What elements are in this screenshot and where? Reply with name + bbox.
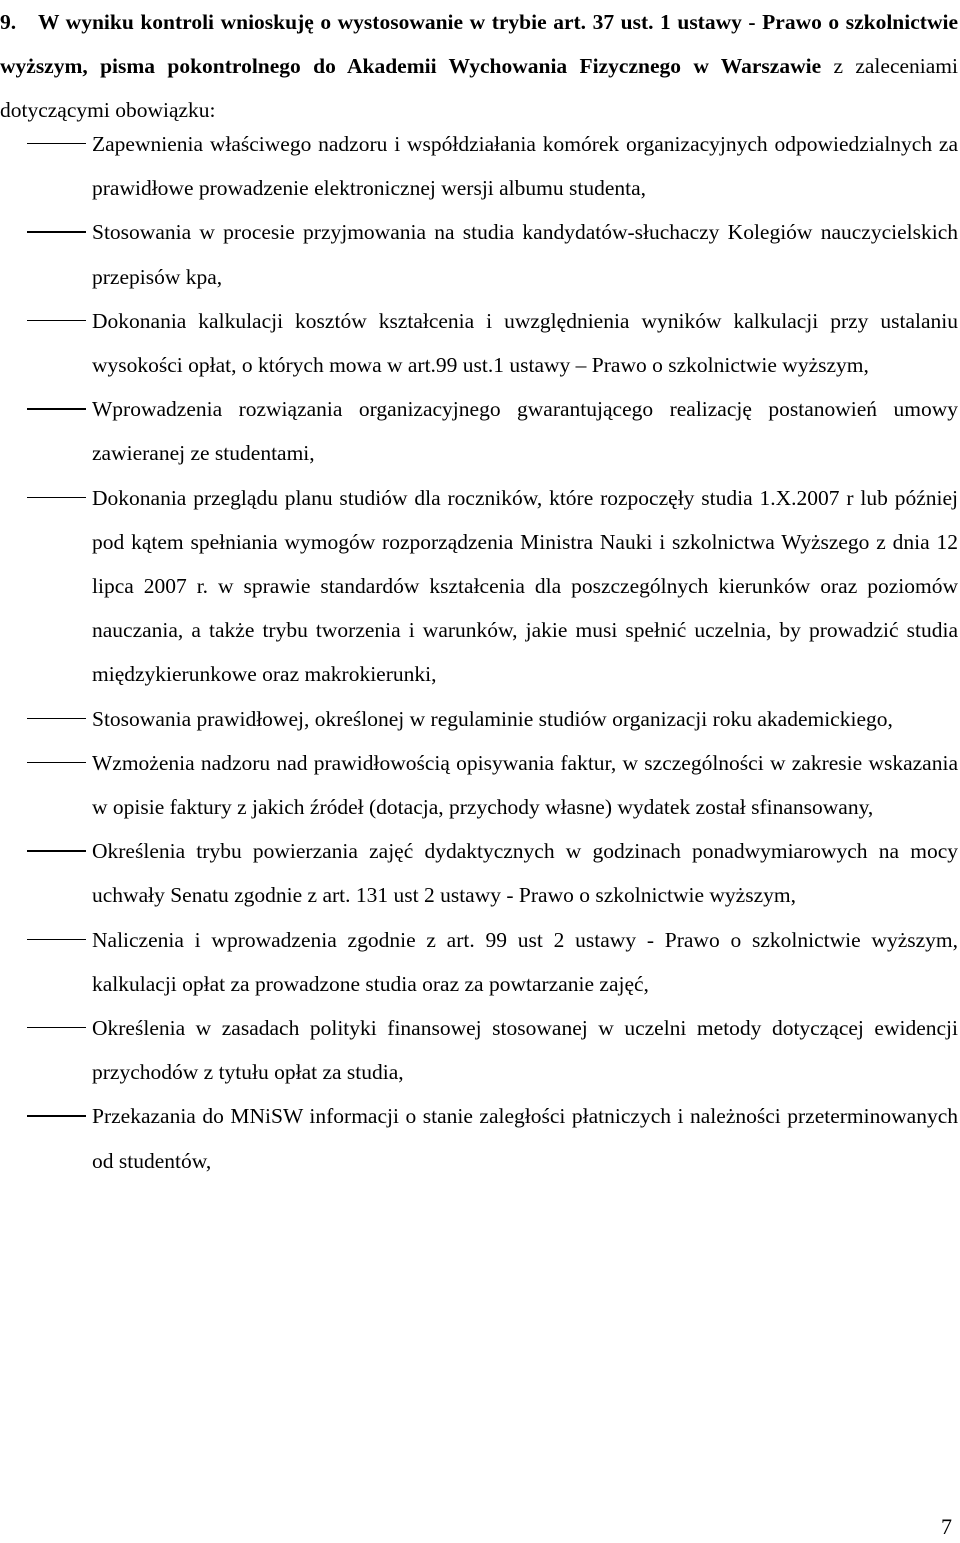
list-item (0, 829, 958, 917)
dash-bullet-icon (27, 143, 86, 144)
list-item (0, 697, 958, 741)
section-number: 9. (0, 10, 17, 34)
list-item (0, 741, 958, 829)
list-item-text: Określenia trybu powierzania zajęć dydaktycznych w godzinach ponadwymiarowych na mocy uchwały Senatu zgodnie z art. 131 ust 2 ustawy - Prawo o szkolnictwie wyższym, (92, 839, 958, 908)
dash-bullet-icon (27, 762, 86, 763)
list-item-text: Dokonania kalkulacji kosztów kształcenia i uwzględnienia wyników kalkulacji przy ustalaniu wysokości opłat, o których mowa w art.99 ust.1 ustawy – Prawo o szkolnictwie wyższym, (92, 308, 958, 378)
list-item-text: Zapewnienia właściwego nadzoru i współdziałania komórek organizacyjnych odpowiedzialnych za prawidłowe prowadzenie elektronicznej wersji albumu studenta, (92, 132, 958, 201)
dash-bullet-icon (27, 320, 86, 321)
dash-bullet-icon (27, 718, 86, 719)
section-intro-rest: z zaleceniami dotyczącymi obowiązku: (0, 54, 958, 123)
list-item (0, 122, 958, 210)
dash-bullet-icon (27, 850, 86, 851)
list-item (0, 476, 958, 697)
list-item-text: Naliczenia i wprowadzenia zgodnie z art. 99 ust 2 ustawy - Prawo o szkolnictwie wyższym, kalkulacji opłat za prowadzone studia oraz za powtarzanie zajęć, (92, 927, 958, 996)
list-item-text: Wzmożenia nadzoru nad prawidłowością opisywania faktur, w szczególności w zakresie wskazania w opisie faktury z jakich źródeł (dotacja, przychody własne) wydatek został sfinansowany, (92, 750, 958, 820)
list-item (0, 918, 958, 1006)
list-item (0, 210, 958, 298)
dash-bullet-icon (27, 497, 86, 498)
list-item (0, 387, 958, 475)
dash-bullet-icon (27, 408, 86, 409)
list-item (0, 299, 958, 387)
list-item-text: Stosowania w procesie przyjmowania na studia kandydatów-słuchaczy Kolegiów nauczycielskich przepisów kpa, (92, 220, 958, 289)
list-item-text: Określenia w zasadach polityki finansowej stosowanej w uczelni metody dotyczącej ewidencji przychodów z tytułu opłat za studia, (92, 1016, 958, 1085)
dash-bullet-icon (27, 1115, 86, 1116)
dash-bullet-icon (27, 1027, 86, 1028)
section-intro-bold: W wyniku kontroli wnioskuję o wystosowanie w trybie art. 37 ust. 1 ustawy - Prawo o szkolnictwie wyższym, pisma pokontrolnego do Akademii Wychowania Fizycznego w Warszawie (0, 10, 958, 79)
list-item (0, 1006, 958, 1094)
section-heading (0, 0, 958, 133)
list-item-text: Przekazania do MNiSW informacji o stanie zaległości płatniczych i należności przeterminowanych od studentów, (92, 1104, 958, 1173)
list-item (0, 1094, 958, 1182)
dash-bullet-icon (27, 231, 86, 232)
list-item-text: Stosowania prawidłowej, określonej w regulaminie studiów organizacji roku akademickiego, (92, 706, 893, 731)
dash-bullet-icon (27, 939, 86, 940)
list-item-text: Dokonania przeglądu planu studiów dla roczników, które rozpoczęły studia 1.X.2007 r lub później pod kątem spełniania wymogów rozporządzenia Ministra Nauki i szkolnictwa Wyższego z dnia 12 lipca 2007 r. w sprawie standardów kształcenia dla poszczególnych kierunków oraz poziomów nauczania, a także trybu tworzenia i warunków, jakie musi spełnić uczelnia, by prowadzić studia międzykierunkowe oraz makrokierunki, (92, 485, 958, 687)
list-item-text: Wprowadzenia rozwiązania organizacyjnego gwarantującego realizację postanowień umowy zawieranej ze studentami, (92, 397, 958, 466)
recommendation-list (0, 122, 958, 1183)
page-number: 7 (941, 1514, 952, 1539)
